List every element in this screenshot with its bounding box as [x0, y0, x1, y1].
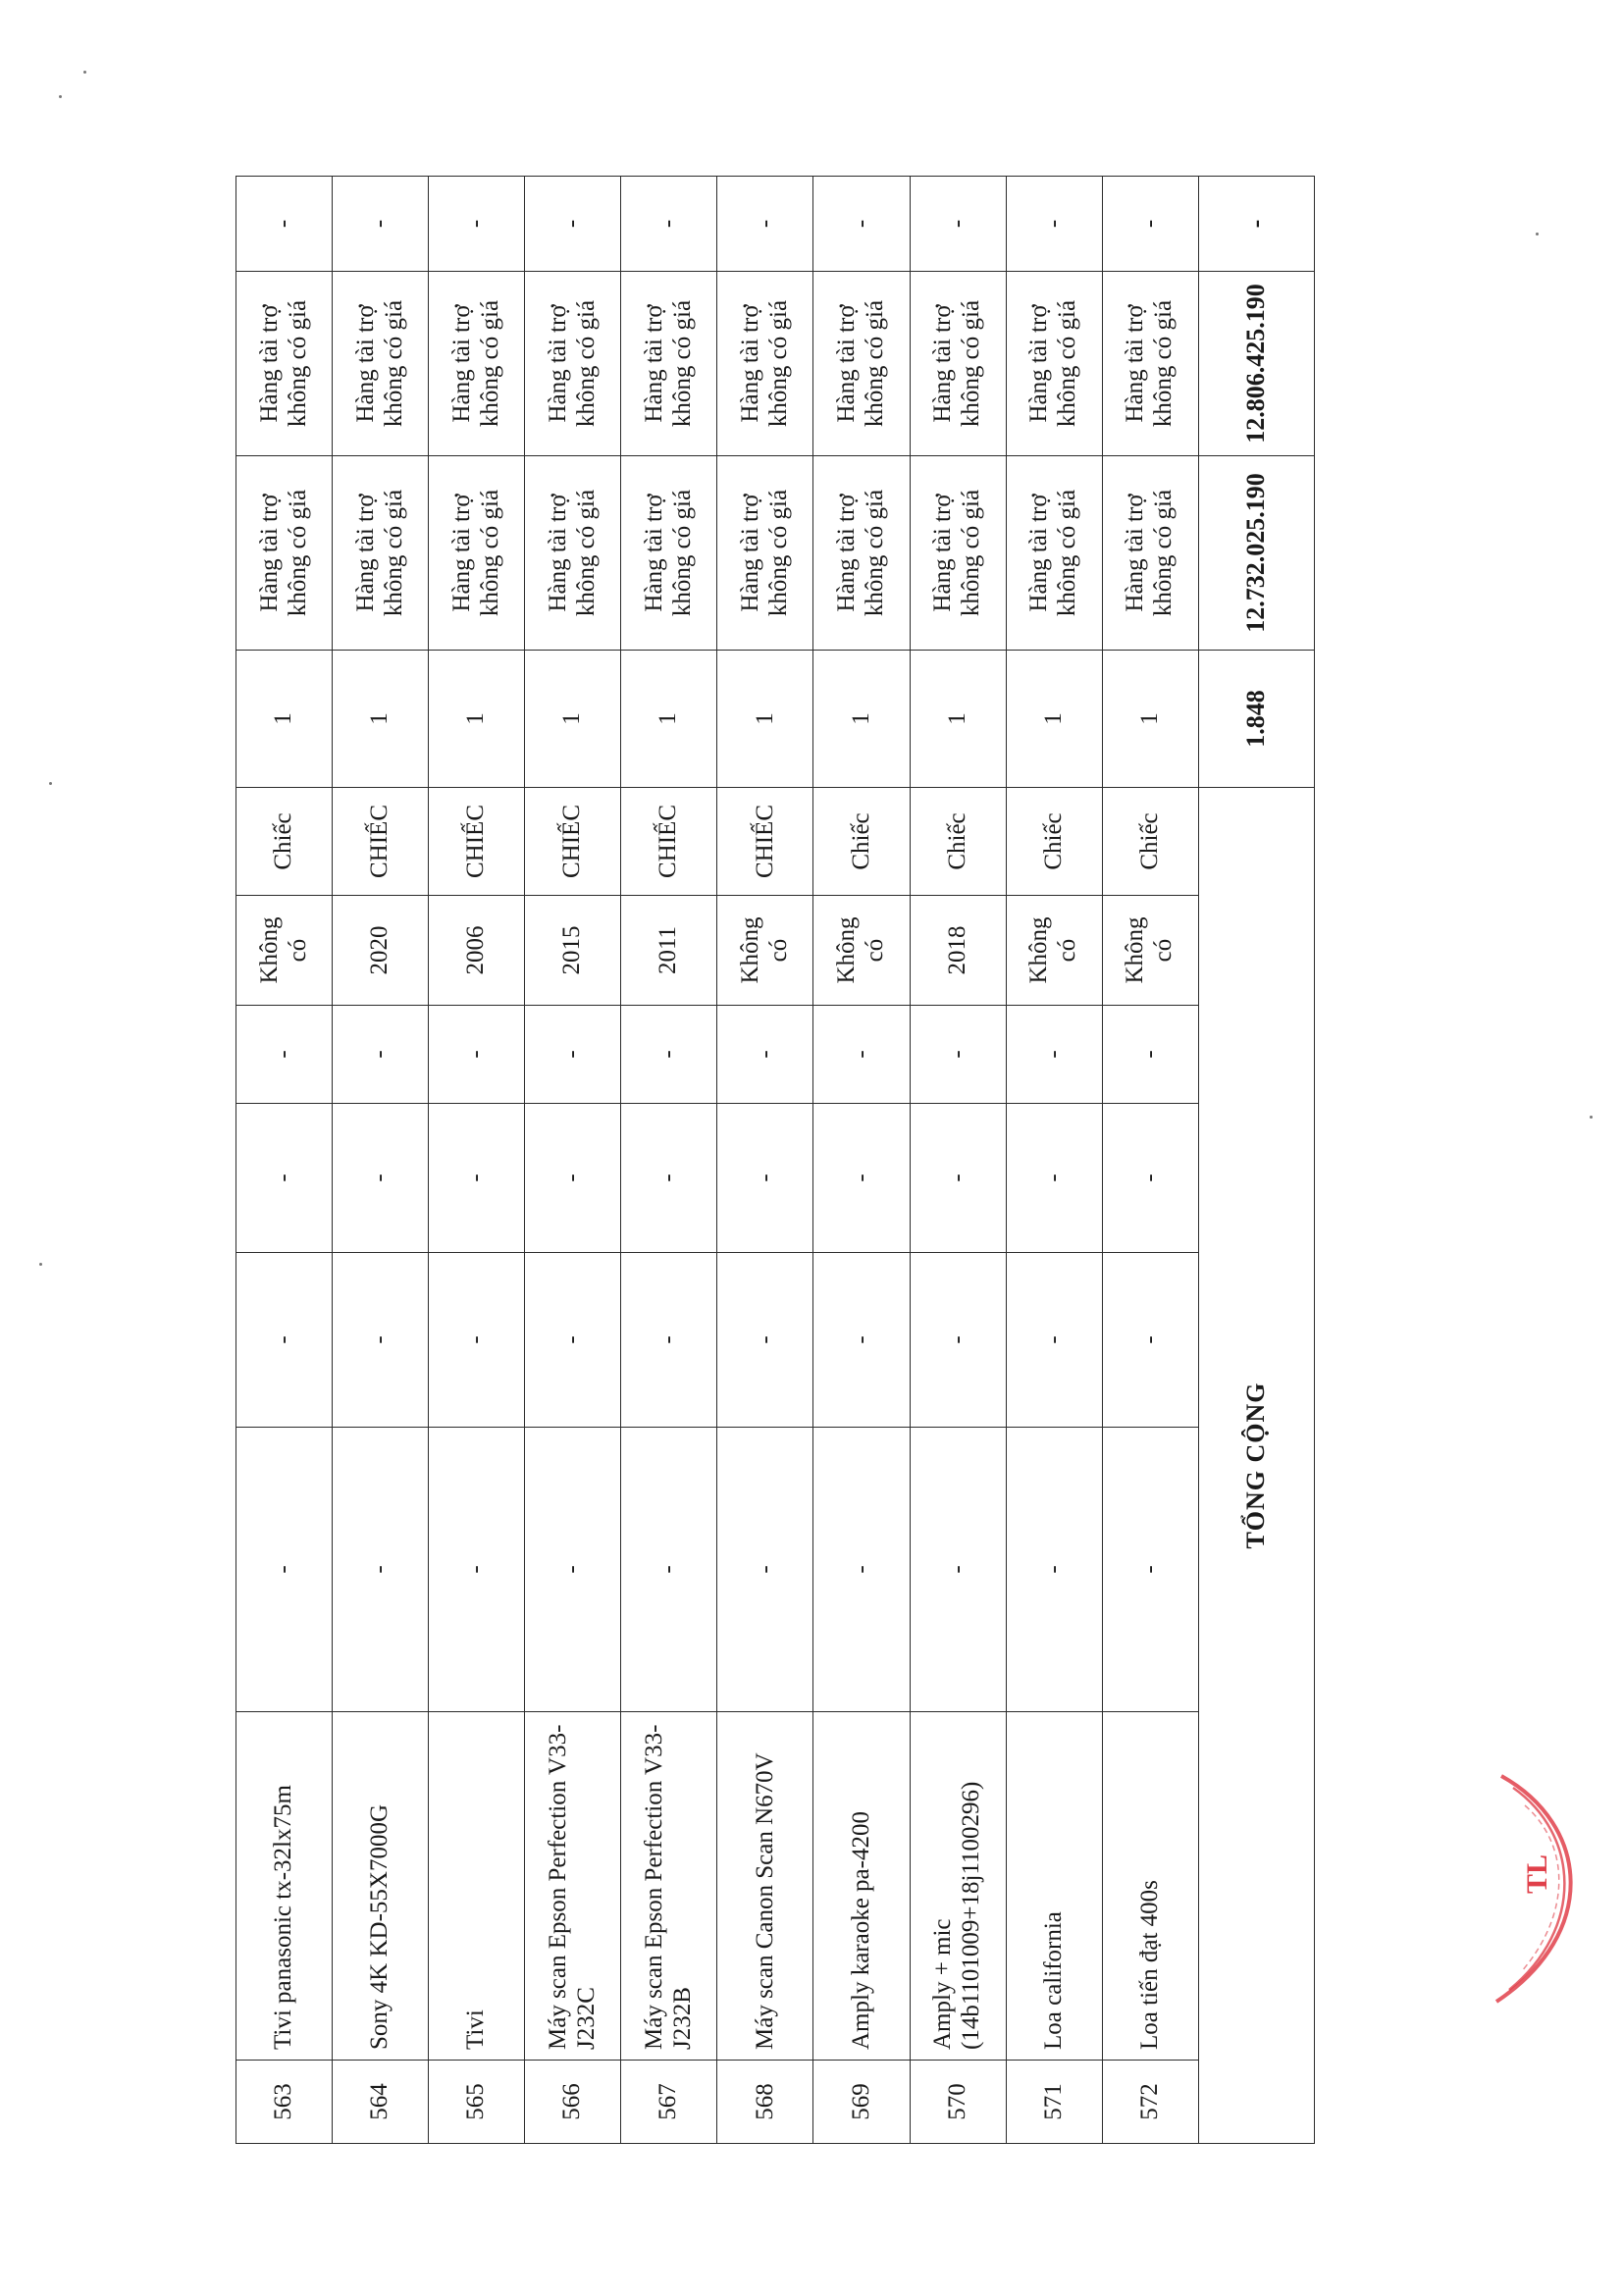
cell-col5: -: [910, 1104, 1006, 1253]
cell-year: Không có: [1102, 896, 1198, 1006]
table-row: [333, 177, 429, 2144]
stamp-text: TL: [1521, 1853, 1553, 1894]
red-seal-stamp: [1482, 1766, 1609, 2011]
cell-col3: -: [429, 1428, 525, 1712]
cell-col4: -: [1006, 1253, 1102, 1428]
cell-unit: Chiếc: [910, 788, 1006, 896]
cell-asset-name: Amply + mic (14b1101009+18j1100296): [910, 1712, 1006, 2061]
cell-year: 2020: [333, 896, 429, 1006]
cell-asset-name: Tivi: [429, 1712, 525, 2061]
cell-quantity: 1: [236, 651, 333, 788]
cell-asset-name: Loa california: [1006, 1712, 1102, 2061]
cell-value1: Hàng tài trợ không có giá: [1006, 456, 1102, 651]
cell-col3: -: [333, 1428, 429, 1712]
cell-col6: -: [1102, 1006, 1198, 1104]
cell-last: -: [717, 177, 813, 272]
total-quantity: 1.848: [1198, 651, 1314, 788]
cell-stt: 572: [1102, 2061, 1198, 2144]
cell-last: -: [813, 177, 910, 272]
scan-speck: [39, 1263, 42, 1266]
cell-col3: -: [525, 1428, 621, 1712]
cell-asset-name: Loa tiến đạt 400s: [1102, 1712, 1198, 2061]
cell-year: 2011: [621, 896, 717, 1006]
cell-col5: -: [621, 1104, 717, 1253]
cell-value1: Hàng tài trợ không có giá: [910, 456, 1006, 651]
cell-last: -: [1102, 177, 1198, 272]
cell-asset-name: Máy scan Epson Perfection V33-J232C: [525, 1712, 621, 2061]
cell-unit: CHIẾC: [717, 788, 813, 896]
cell-unit: Chiếc: [813, 788, 910, 896]
table-row: [429, 177, 525, 2144]
table-row: [621, 177, 717, 2144]
cell-quantity: 1: [621, 651, 717, 788]
scan-speck: [83, 71, 86, 74]
scan-speck: [49, 782, 52, 785]
cell-col3: -: [717, 1428, 813, 1712]
cell-year: 2015: [525, 896, 621, 1006]
cell-value1: Hàng tài trợ không có giá: [621, 456, 717, 651]
cell-stt: 563: [236, 2061, 333, 2144]
table-row: [717, 177, 813, 2144]
total-row: [1198, 177, 1314, 2144]
cell-last: -: [621, 177, 717, 272]
cell-last: -: [525, 177, 621, 272]
cell-asset-name: Máy scan Epson Perfection V33-J232B: [621, 1712, 717, 2061]
cell-value1: Hàng tài trợ không có giá: [333, 456, 429, 651]
cell-col5: -: [525, 1104, 621, 1253]
cell-col4: -: [910, 1253, 1006, 1428]
cell-col5: -: [236, 1104, 333, 1253]
table-row: [236, 177, 333, 2144]
table-body: [236, 177, 1315, 2144]
cell-quantity: 1: [1006, 651, 1102, 788]
cell-year: Không có: [717, 896, 813, 1006]
cell-value2: Hàng tài trợ không có giá: [333, 272, 429, 456]
cell-value1: Hàng tài trợ không có giá: [429, 456, 525, 651]
cell-value1: Hàng tài trợ không có giá: [236, 456, 333, 651]
cell-col3: -: [1102, 1428, 1198, 1712]
cell-asset-name: Sony 4K KD-55X7000G: [333, 1712, 429, 2061]
cell-stt: 567: [621, 2061, 717, 2144]
cell-col4: -: [236, 1253, 333, 1428]
cell-col3: -: [236, 1428, 333, 1712]
cell-col4: -: [621, 1253, 717, 1428]
scan-speck: [59, 95, 62, 98]
cell-value2: Hàng tài trợ không có giá: [429, 272, 525, 456]
cell-value2: Hàng tài trợ không có giá: [621, 272, 717, 456]
cell-last: -: [333, 177, 429, 272]
cell-stt: 570: [910, 2061, 1006, 2144]
cell-col4: -: [429, 1253, 525, 1428]
cell-year: Không có: [236, 896, 333, 1006]
cell-value2: Hàng tài trợ không có giá: [717, 272, 813, 456]
cell-unit: CHIẾC: [525, 788, 621, 896]
cell-value1: Hàng tài trợ không có giá: [1102, 456, 1198, 651]
cell-stt: 566: [525, 2061, 621, 2144]
cell-col4: -: [813, 1253, 910, 1428]
cell-stt: 564: [333, 2061, 429, 2144]
cell-asset-name: Tivi panasonic tx-32lx75m: [236, 1712, 333, 2061]
scan-speck: [1536, 233, 1539, 235]
cell-quantity: 1: [813, 651, 910, 788]
cell-value2: Hàng tài trợ không có giá: [910, 272, 1006, 456]
table-row: [525, 177, 621, 2144]
cell-value2: Hàng tài trợ không có giá: [813, 272, 910, 456]
cell-last: -: [1006, 177, 1102, 272]
cell-col6: -: [429, 1006, 525, 1104]
table-row: [1006, 177, 1102, 2144]
cell-asset-name: Máy scan Canon Scan N670V: [717, 1712, 813, 2061]
cell-value1: Hàng tài trợ không có giá: [813, 456, 910, 651]
total-label: TỔNG CỘNG: [1198, 788, 1314, 2144]
cell-quantity: 1: [910, 651, 1006, 788]
cell-unit: Chiếc: [236, 788, 333, 896]
cell-year: 2018: [910, 896, 1006, 1006]
cell-quantity: 1: [429, 651, 525, 788]
cell-stt: 569: [813, 2061, 910, 2144]
cell-col5: -: [1006, 1104, 1102, 1253]
cell-stt: 565: [429, 2061, 525, 2144]
cell-value2: Hàng tài trợ không có giá: [525, 272, 621, 456]
cell-value1: Hàng tài trợ không có giá: [525, 456, 621, 651]
cell-value1: Hàng tài trợ không có giá: [717, 456, 813, 651]
cell-unit: CHIẾC: [333, 788, 429, 896]
cell-last: -: [236, 177, 333, 272]
cell-col4: -: [525, 1253, 621, 1428]
cell-quantity: 1: [333, 651, 429, 788]
cell-value2: Hàng tài trợ không có giá: [236, 272, 333, 456]
cell-col5: -: [1102, 1104, 1198, 1253]
cell-value2: Hàng tài trợ không có giá: [1102, 272, 1198, 456]
cell-year: 2006: [429, 896, 525, 1006]
cell-col5: -: [717, 1104, 813, 1253]
table-row: [813, 177, 910, 2144]
cell-col3: -: [1006, 1428, 1102, 1712]
cell-col4: -: [1102, 1253, 1198, 1428]
cell-unit: CHIẾC: [621, 788, 717, 896]
cell-col6: -: [717, 1006, 813, 1104]
cell-quantity: 1: [525, 651, 621, 788]
cell-col6: -: [1006, 1006, 1102, 1104]
total-value1: 12.732.025.190: [1198, 456, 1314, 651]
cell-col5: -: [429, 1104, 525, 1253]
cell-asset-name: Amply karaoke pa-4200: [813, 1712, 910, 2061]
cell-unit: Chiếc: [1102, 788, 1198, 896]
cell-col3: -: [910, 1428, 1006, 1712]
cell-col5: -: [813, 1104, 910, 1253]
cell-col5: -: [333, 1104, 429, 1253]
cell-col6: -: [333, 1006, 429, 1104]
total-last: -: [1198, 177, 1314, 272]
asset-inventory-table: [236, 176, 1315, 2144]
cell-unit: CHIẾC: [429, 788, 525, 896]
scan-speck: [1590, 1116, 1593, 1119]
cell-quantity: 1: [717, 651, 813, 788]
cell-col6: -: [813, 1006, 910, 1104]
cell-col6: -: [525, 1006, 621, 1104]
cell-year: Không có: [1006, 896, 1102, 1006]
cell-col4: -: [717, 1253, 813, 1428]
cell-value2: Hàng tài trợ không có giá: [1006, 272, 1102, 456]
cell-stt: 571: [1006, 2061, 1102, 2144]
table-row: [1102, 177, 1198, 2144]
table-row: [910, 177, 1006, 2144]
cell-col6: -: [236, 1006, 333, 1104]
cell-col6: -: [621, 1006, 717, 1104]
cell-col3: -: [621, 1428, 717, 1712]
cell-stt: 568: [717, 2061, 813, 2144]
cell-col4: -: [333, 1253, 429, 1428]
cell-last: -: [429, 177, 525, 272]
cell-col6: -: [910, 1006, 1006, 1104]
cell-col3: -: [813, 1428, 910, 1712]
cell-quantity: 1: [1102, 651, 1198, 788]
cell-year: Không có: [813, 896, 910, 1006]
total-value2: 12.806.425.190: [1198, 272, 1314, 456]
cell-unit: Chiếc: [1006, 788, 1102, 896]
cell-last: -: [910, 177, 1006, 272]
